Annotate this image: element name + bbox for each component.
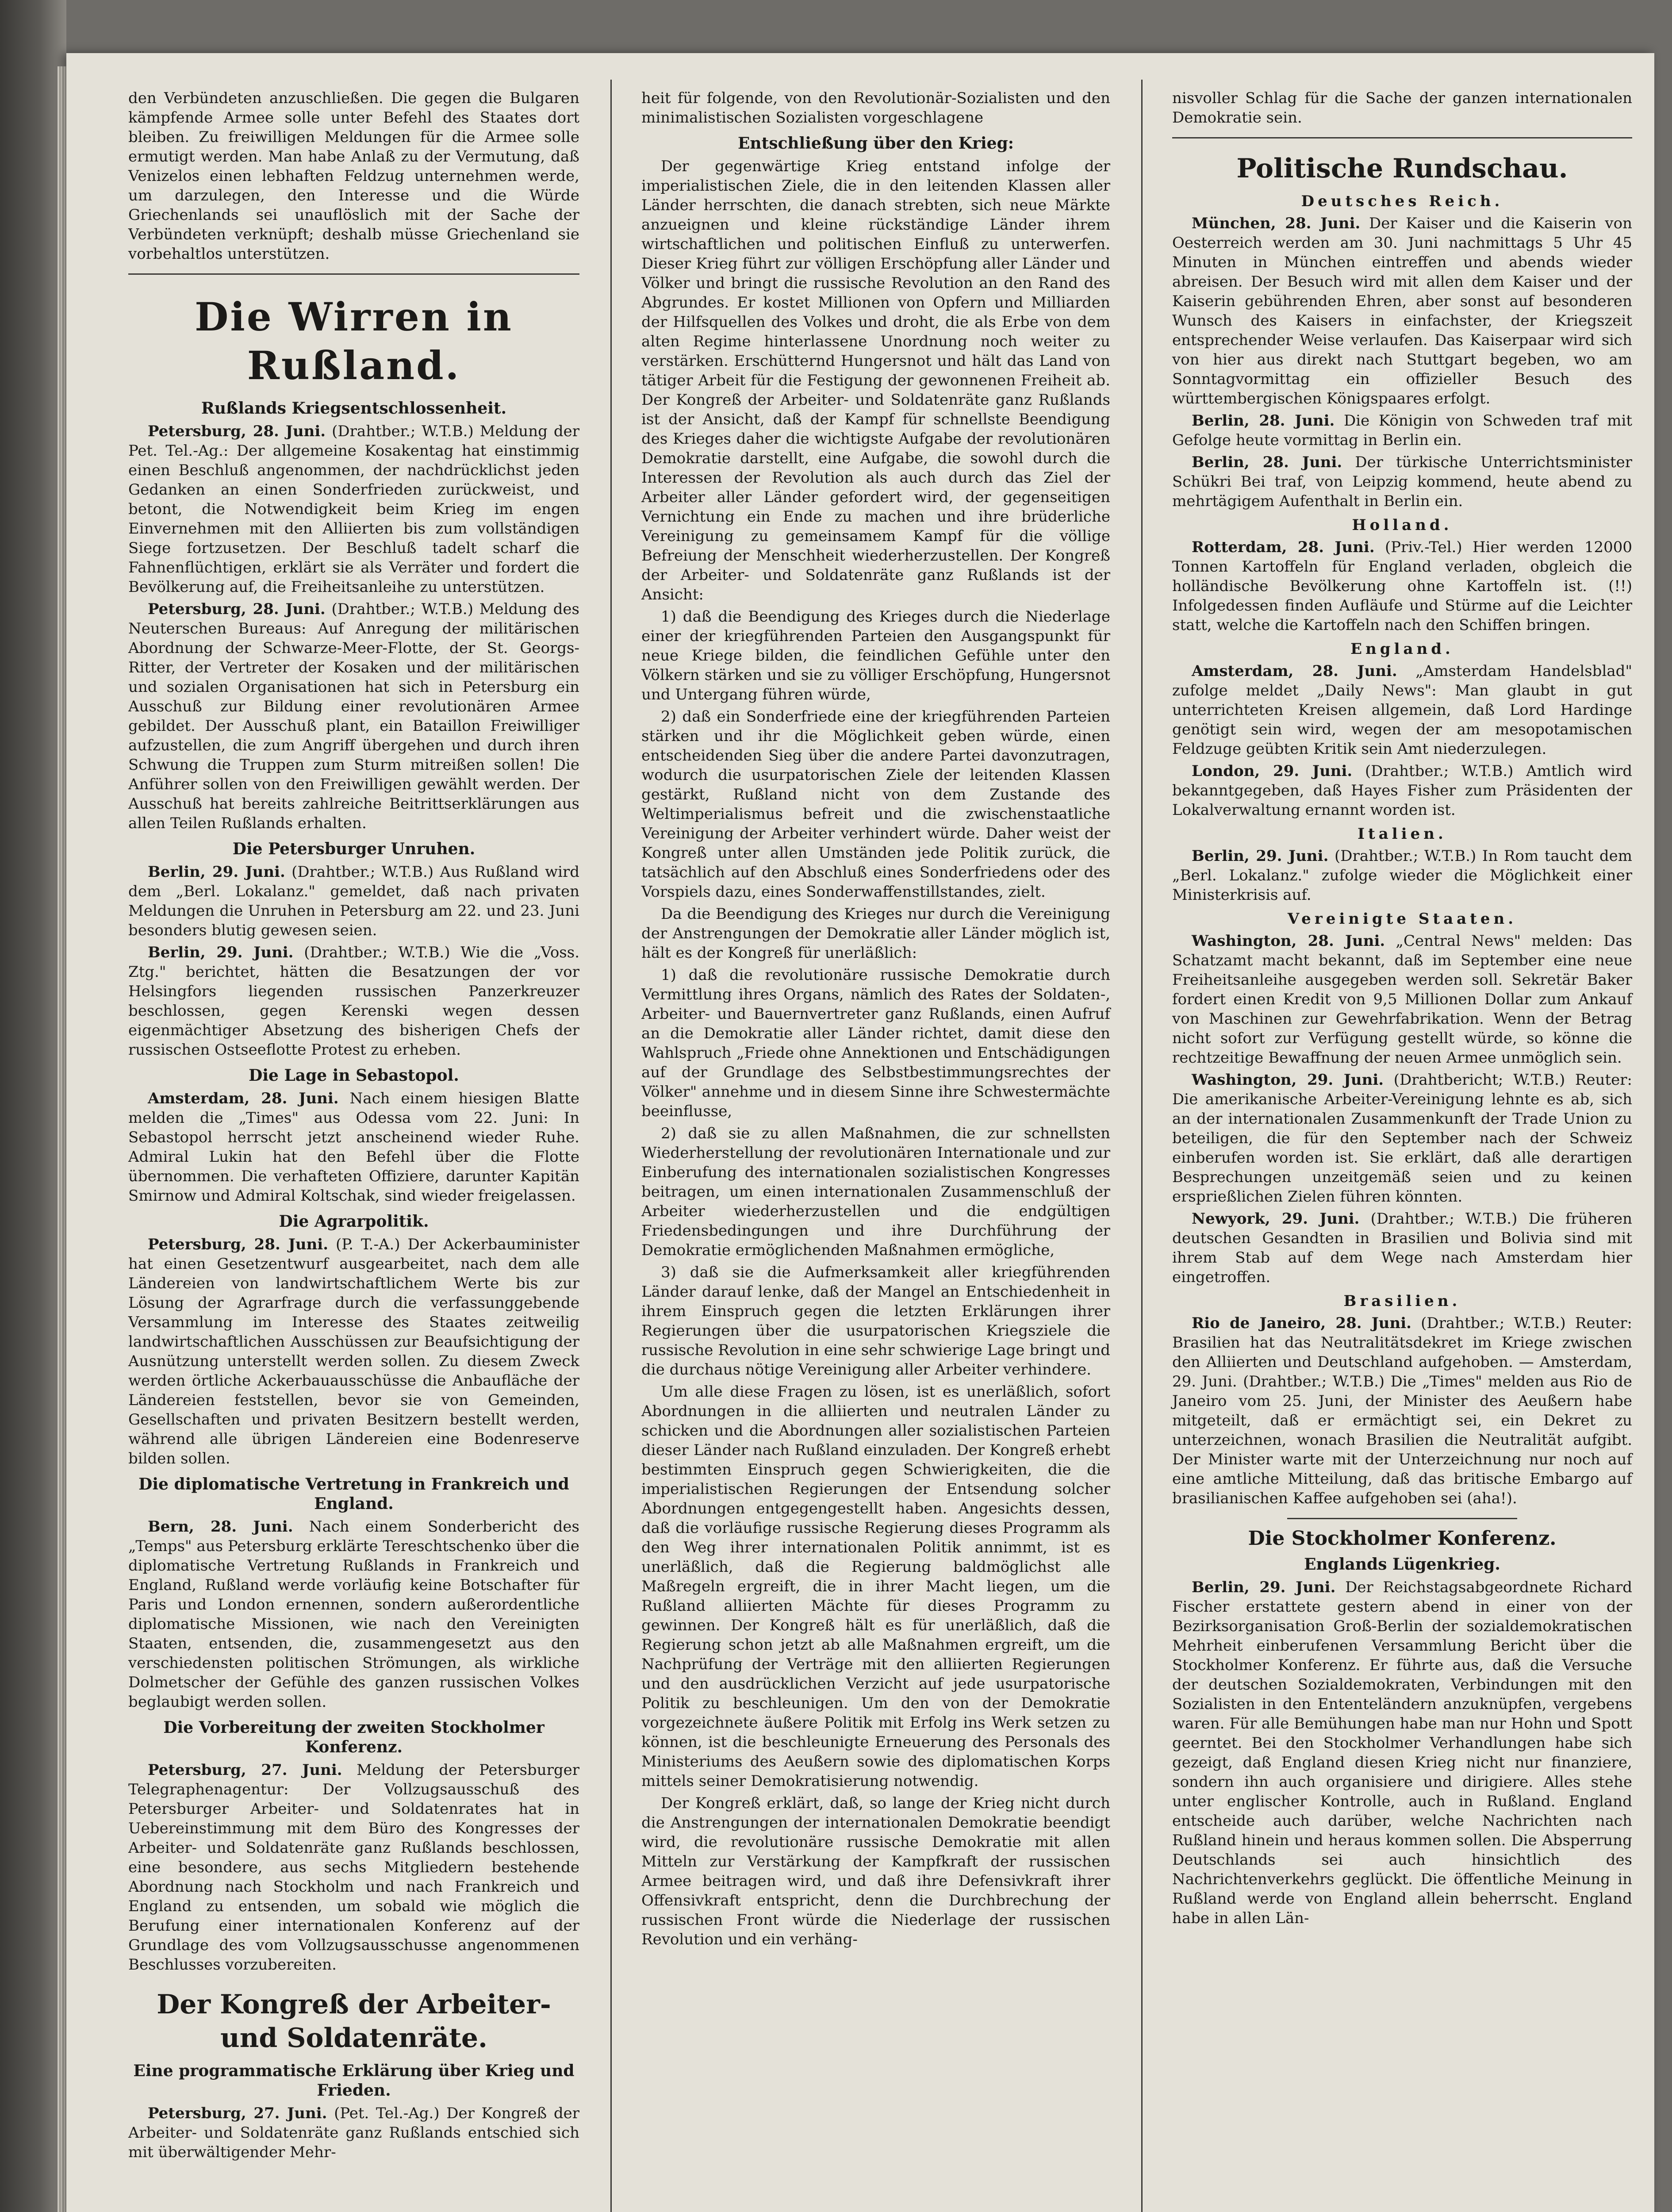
country-heading: England. [1350,640,1454,658]
news-text: (Drahtber.; W.T.B.) Die früheren deutschen Gesandten in Brasilien und Bolivia sind mit ihrem Stab auf dem Wege nach Amsterdam hier eingetroffen. [1172,1210,1632,1286]
dateline: Berlin, 29. Juni. [1192,847,1329,865]
article-text: nisvoller Schlag für die Sache der ganzen internationalen Demokratie sein. [1172,89,1632,127]
dateline: Berlin, 29. Juni. [148,944,294,961]
dateline: Petersburg, 28. Juni. [148,1236,329,1253]
column-1 [128,88,579,2165]
subheading: Die diplomatische Vertretung in Frankreich und England. [138,1475,569,1513]
newspaper-page [66,53,1654,2212]
news-item [1172,538,1632,635]
news-item [1172,761,1632,820]
news-text: (Drahtbericht; W.T.B.) Reuter: Die amerikanische Arbeiter-Vereinigung lehnte es ab, sich an der internationalen Zusammenkunft der Trade Union zu beteiligen, die für den September nach der Schweiz einberufen worden ist. Sie erklärt, daß alle derartigen Besprechungen unzeitgemäß seien und zu keinen ersprießlichen Zielen führen könnten. [1172,1071,1633,1206]
dateline: Berlin, 28. Juni. [1192,412,1335,430]
news-item [128,2104,579,2162]
news-item [1172,411,1632,450]
article-text: Der gegenwärtige Krieg entstand infolge der imperialistischen Ziele, die in den leitenden Klassen aller Länder herrschten, die danach strebten, sich neue Märkte anzueignen und kleine rückständige Länder ihrem wirtschaftlichen und politischen Einfluß zu unterwerfen. Dieser Krieg führt zur völligen Erschöpfung aller Länder und Völker und bringt die russische Revolution an den Rand des Abgrundes. Er kostet Millionen von Opfern und Milliarden der Hilfsquellen des Volkes und droht, die als Erbe von dem alten Regime hinterlassene Unordnung noch weiter zu verstärken. Erschütternd Hungersnot und hält das Land von tätiger Arbeit für die Festigung der gewonnenen Freiheit ab. Der Kongreß der Arbeiter- und Soldatenräte ganz Rußlands ist der Ansicht, daß der Kampf für schnellste Beendigung des Krieges daher die wichtigste Aufgabe der revolutionären Demokratie darstellt, eine Aufgabe, die sowohl durch die Interessen der Revolution als auch durch das Ziel der Arbeiter aller Länder gefordert wird, der gegenseitigen Vernichtung ein Ende zu machen und ihre brüderliche Vereinigung zu gemeinsamem Kampf für die völlige Befreiung der Menschheit wiederherzustellen. Der Kongreß der Arbeiter- und Soldatenräte ganz Rußlands ist der Ansicht: [641,157,1110,603]
country-heading: Vereinigte Staaten. [1287,910,1517,928]
news-item [128,1760,579,1974]
news-item [1172,661,1632,759]
subheading: Entschließung über den Krieg: [737,134,1014,153]
news-text: (Drahtber.; W.T.B.) Wie die „Voss. Ztg." berichtet, hätten die Besatzungen der vor Helsingfors liegenden russischen Panzerkreuzer beschlossen, gegen Kerenski wegen dessen eigenmächtiger Absetzung des bisherigen Chefs der russischen Ostseeflotte Protest zu erheben. [128,944,580,1059]
country-heading: Italien. [1358,825,1447,843]
country-heading: Deutsches Reich. [1301,192,1503,210]
section-heading: Der Kongreß der Arbeiter- und Soldatenräte. [157,1989,551,2054]
dateline: Berlin, 29. Juni. [1192,1578,1336,1596]
dateline: Amsterdam, 28. Juni. [148,1090,339,1107]
section-rule [1172,137,1632,138]
news-text: (Drahtber.; W.T.B.) Meldung des Neuterschen Bureaus: Auf Anregung der militärischen Abordnung der Schwarze-Meer-Flotte, der St. Georgs-Ritter, der Vertreter der Kosaken und der militärischen und sozialen Organisationen hat sich in Petersburg ein Ausschuß zur Bildung einer revolutionären Armee gebildet. Der Ausschuß plant, ein Bataillon Freiwilliger aufzustellen, die zum Angriff übergehen und durch ihren Schwung die Truppen zum Sturm mitreißen sollen! Die Anführer sollen von den Freiwilligen gewählt werden. Der Ausschuß hat bereits zahlreiche Beitrittserklärungen aus allen Teilen Rußlands erhalten. [128,600,579,832]
section-rule [1287,1518,1517,1519]
book-binding [0,0,66,2212]
column-2 [641,88,1110,1952]
news-text: Der Kaiser und die Kaiserin von Oesterreich werden am 30. Juni nachmittags 5 Uhr 45 Minuten in München eintreffen und abends wieder abreisen. Der Besuch wird mit allen dem Kaiser und der Kaiserin gebührenden Ehren, aber sonst auf besonderen Wunsch des Kaisers in einfachster, der Kriegszeit entsprechender Weise verlaufen. Das Kaiserpaar wird sich von hier aus direkt nach Stuttgart begeben, wo am Sonntagvormittag ein offizieller Besuch des württembergischen Königspaares erfolgt. [1172,215,1633,407]
section-rule [128,273,579,275]
news-text: Die Königin von Schweden traf mit Gefolge heute vormittag in Berlin ein. [1172,412,1633,449]
news-text: Der türkische Unterrichtsminister Schükri Bei traf, von Leipzig kommend, heute abend zu mehrtägigem Aufenthalt in Berlin ein. [1172,453,1633,510]
article-text: 1) daß die revolutionäre russische Demokratie durch Vermittlung ihres Organs, nämlich des Rates der Soldaten-, Arbeiter- und Bauernvertreter ganz Rußlands, einen Aufruf an die Demokratie aller Länder richtet, damit diese den Wahlspruch „Friede ohne Annektionen und Entschädigungen auf der Grundlage des Selbstbestimmungsrechtes der Völker" annehme und in diesem Sinne ihre Schwestermächte beeinflusse, [641,966,1110,1120]
article-text: heit für folgende, von den Revolutionär-Sozialisten und den minimalistischen Sozialisten vorgeschlagene [641,89,1110,127]
dateline: Berlin, 28. Juni. [1192,453,1342,471]
news-text: „Central News" melden: Das Schatzamt macht bekannt, daß im September eine neue Freiheitsanleihe ausgegeben werden soll. Sekretär Baker fordert einen Kredit von 9,5 Millionen Dollar zum Ankauf von Maschinen zur Gewehrfabrikation. Wenn der Betrag nicht sofort zur Verfügung gestellt würde, so könne die rechtzeitige Bewaffnung der neuen Armee unmöglich sein. [1172,932,1632,1067]
news-item [1172,1209,1632,1287]
news-item [128,943,579,1060]
news-text: Meldung der Petersburger Telegraphenagentur: Der Vollzugsausschuß des Petersburger Arbeiter- und Soldatenrates hat in Uebereinstimmung mit dem Büro des Kongresses der Arbeiter- und Soldatenräte ganz Rußlands beschlossen, eine besondere, aus sechs Mitgliedern bestehende Abordnung nach Stockholm und nach Frankreich und England zu entsenden, um sobald wie möglich die Berufung einer internationalen Konferenz auf der Grundlage des vom Vollzugsausschusse angenommenen Beschlusses vorzubereiten. [128,1761,579,1974]
dateline: Bern, 28. Juni. [148,1518,293,1536]
news-item [1172,453,1632,511]
section-heading: Politische Rundschau. [1236,153,1568,184]
article-text: Um alle diese Fragen zu lösen, ist es unerläßlich, sofort Abordnungen in die alliierten und neutralen Länder zu schicken und die Abordnungen aller sozialistischen Parteien dieser Länder nach Rußland einzuladen. Der Kongreß erhebt bestimmten Einspruch gegen Schwierigkeiten, die die imperialistischen Regierungen der Entsendung solcher Abordnungen entgegengestellt haben. Angesichts dessen, daß die vorläufige russische Regierung dieses Programm als den Weg ihrer internationalen Politik annimmt, ist es unerläßlich, daß die Regierung baldmöglichst alle Maßregeln ergreift, die in ihrer Macht liegen, um die Rußland alliierten Mächte für dieses Programm zu gewinnen. Der Kongreß hält es für unerläßlich, daß die Regierung schon jetzt ab alle Maßnahmen ergreift, um die Nachprüfung der Verträge mit den alliierten Regierungen und den ausdrücklichen Verzicht auf jede usurpatorische Politik zu beschleunigen. Um den von der Demokratie vorgezeichnete äußere Politik mit Erfolg ins Werk setzen zu können, ist die beschleunigte Erneuerung des Personals des Ministeriums des Aeußern sowie des diplomatischen Korps mittels seiner Demokratisierung notwendig. [641,1383,1110,1790]
article-text: 3) daß sie die Aufmerksamkeit aller kriegführenden Länder darauf lenke, daß der Mangel an Entschiedenheit in ihrem Einspruch gegen die letzten Erklärungen ihrer Regierungen über die usurpatorischen Kriegsziele die russische Revolution in eine sehr schwierige Lage bringt und die durchaus nötige Vereinigung aller Arbeiter verhindere. [641,1263,1110,1379]
dateline: Petersburg, 27. Juni. [148,2104,327,2122]
news-item [128,1089,579,1206]
dateline: Washington, 29. Juni. [1192,1071,1384,1089]
news-item [1172,214,1632,408]
dateline: Rotterdam, 28. Juni. [1192,538,1375,556]
news-item [1172,846,1632,905]
news-item [1172,1313,1632,1508]
news-item [1172,931,1632,1068]
news-text: Nach einem Sonderbericht des „Temps" aus Petersburg erklärte Tereschtschenko über die diplomatische Vertretung Rußlands in Frankreich und England, Rußland werde vorläufig keine Botschafter für Paris und London ernennen, sondern außerordentliche diplomatische Missionen, wie nach den Vereinigten Staaten, entsenden, die, zusammengesetzt aus den verschiedensten politischen Strömungen, als wirkliche Dolmetscher der Gefühle des ganzen russischen Volkes beglaubigt werden sollen. [128,1518,579,1711]
dateline: Washington, 28. Juni. [1192,932,1385,950]
news-text: (Drahtber.; W.T.B.) Aus Rußland wird dem „Berl. Lokalanz." gemeldet, daß nach privaten Meldungen die Unruhen in Petersburg am 22. und 23. Juni besonders blutig gewesen seien. [128,863,579,939]
subheading: Englands Lügenkrieg. [1304,1555,1500,1574]
news-item [128,599,579,833]
news-item [1172,1070,1632,1206]
subheading: Die Petersburger Unruhen. [232,840,476,858]
news-item [128,862,579,940]
column-rule [1141,80,1143,2212]
subheading: Die Agrarpolitik. [279,1212,429,1231]
column-3 [1172,88,1632,1931]
dateline: Rio de Janeiro, 28. Juni. [1192,1314,1411,1332]
news-text: (Priv.-Tel.) Hier werden 12000 Tonnen Kartoffeln für England verladen, obgleich die holländische Bevölkerung ohne Kartoffeln ist. (!!) Infolgedessen finden Aufläufe und Stürme auf die Leichter statt, welche die Kartoffeln nach den Schiffen bringen. [1172,538,1633,634]
dateline: London, 29. Juni. [1192,762,1353,780]
subheading: Die Vorbereitung der zweiten Stockholmer Konferenz. [163,1718,545,1756]
subheading: Rußlands Kriegsentschlossenheit. [201,399,507,418]
news-text: (Drahtber.; W.T.B.) Amtlich wird bekanntgegeben, daß Hayes Fisher zum Präsidenten der Lokalverwaltung ernannt worden ist. [1172,762,1633,819]
news-text: (Drahtber.; W.T.B.) Meldung der Pet. Tel.-Ag.: Der allgemeine Kosakentag hat einstimmig einen Beschluß angenommen, der nachdrücklichst jeden Gedanken an einen Sonderfrieden zurückweist, und betont, die Notwendigkeit beim Krieg im engen Einvernehmen mit den Alliierten bis zum vollständigen Siege fortzusetzen. Der Beschluß tadelt scharf die Fahnenflüchtigen, erklärt sie als Verräter und fordert die Bevölkerung auf, die Freiheitsanleihe zu unterstützen. [128,422,579,596]
dateline: München, 28. Juni. [1192,215,1361,232]
news-item [128,422,579,597]
section-heading: Die Stockholmer Konferenz. [1248,1527,1557,1550]
news-text: Der Reichstagsabgeordnete Richard Fischer erstattete gestern abend in einer von der Bezirksorganisation Groß-Berlin der sozialdemokratischen Mehrheit einberufenen Versammlung Bericht über die Stockholmer Konferenz. Er führte aus, daß die Versuche der deutschen Sozialdemokraten, Verbindungen mit den Sozialisten in den Ententeländern anzuknüpfen, vergebens waren. Für alle Bemühungen habe man nur Hohn und Spott geerntet. Bei den Stockholmer Verhandlungen habe sich gezeigt, daß England diesen Krieg nicht nur finanziere, sondern ihn auch organisiere und dirigiere. Alles stehe unter englischer Kontrolle, auch in Rußland. England entscheide auch darüber, welche Nachrichten nach Rußland hinein und heraus kommen sollen. Die Absperrung Deutschlands sei auch hinsichtlich des Nachrichtenverkehrs geglückt. Die öffentliche Meinung in Rußland werde von England allein beherrscht. England habe in allen Län- [1172,1578,1632,1927]
dateline: Petersburg, 27. Juni. [148,1761,342,1779]
column-rule [610,80,612,2212]
dateline: Amsterdam, 28. Juni. [1192,662,1397,680]
news-item [1172,1578,1632,1928]
article-text: 2) daß ein Sonderfriede eine der kriegführenden Parteien stärken und ihr die Möglichkeit geben würde, einen entscheidenden Sieg über die andere Partei davonzutragen, wodurch die usurpatorischen Ziele der leitenden Klassen gestärkt, Rußland nicht von dem Zustande des Weltimperialismus befreit und die zwischenstaatliche Vereinigung der Arbeiter verhindert würde. Daher weist der Kongreß unter allen Umständen jede Politik zurück, die tatsächlich auf den Abschluß eines Sonderfriedens oder des Vorspiels dazu, eines Sonderwaffenstillstandes, zielt. [641,708,1110,901]
news-item [128,1517,579,1712]
news-text: (P. T.-A.) Der Ackerbauminister hat einen Gesetzentwurf ausgearbeitet, nach dem alle Ländereien von landwirtschaftlichem Werte bis zur Lösung der Agrarfrage durch die verfassunggebende Versammlung im Interesse des Staates zeitweilig landwirtschaftlichen Ausschüssen zur Beaufsichtigung der Ausnützung unterstellt werden sollen. Zu diesem Zweck werden örtliche Ackerbauausschüsse die Anbaufläche der Ländereien feststellen, bevor sie von Gemeinden, Gesellschaften und privaten Besitzern bestellt werden, während alle übrigen Ländereien eine Bodenreserve bilden sollen. [128,1236,579,1467]
news-item [128,1235,579,1468]
dateline: Petersburg, 28. Juni. [148,422,326,440]
news-text: (Pet. Tel.-Ag.) Der Kongreß der Arbeiter- und Soldatenräte ganz Rußlands entschied sich mit überwältigender Mehr- [128,2104,579,2161]
article-text: Der Kongreß erklärt, daß, so lange der Krieg nicht durch die Anstrengungen der internationalen Demokratie beendigt wird, die revolutionäre russische Demokratie mit allen Mitteln zur Verstärkung der Kampfkraft der russischen Armee beitragen wird, und daß ihre Defensivkraft ihrer Offensivkraft entspricht, denn die Durchbrechung der russischen Front würde die Niederlage der russischen Revolution und ein verhäng- [641,1794,1110,1948]
article-text: den Verbündeten anzuschließen. Die gegen die Bulgaren kämpfende Armee solle unter Befehl des Staates dort bleiben. Zu freiwilligen Meldungen für die Armee solle ermutigt werden. Man habe Anlaß zu der Vermutung, daß Venizelos einen lebhaften Feldzug unternehmen werde, um darzulegen, den Interesse und die Würde Griechenlands sei unauflöslich mit der Sache der Verbündeten verknüpft; deshalb müsse Griechenland sie vorbehaltlos unterstützen. [128,89,579,263]
news-text: (Drahtber.; W.T.B.) Reuter: Brasilien hat das Neutralitätsdekret im Kriege zwischen den Alliierten und Deutschland aufgehoben. — Amsterdam, 29. Juni. (Drahtber.; W.T.B.) Die „Times" melden aus Rio de Janeiro vom 25. Juni, der Minister des Aeußern habe mitgeteilt, daß er ermächtigt sei, ein Dekret zu unterzeichnen, wonach Brasilien die Neutralität aufgibt. Der Minister warte mit der Unterzeichnung nur noch auf eine amtliche Mitteilung, daß das britische Embargo auf brasilianischen Kaffee aufgehoben sei (aha!). [1172,1314,1632,1507]
article-text: 2) daß sie zu allen Maßnahmen, die zur schnellsten Wiederherstellung der revolutionären Internationale und zur Einberufung des internationalen sozialistischen Kongresses beitragen, um einen internationalen Zusammenschluß der Arbeiter wiederherzustellen und die endgültigen Friedensbedingungen und ihre Durchführung der Demokratie ermöglichenden Maßnahmen ermögliche, [641,1125,1110,1259]
article-text: 1) daß die Beendigung des Krieges durch die Niederlage einer der kriegführenden Parteien den Ausgangspunkt für neue Kriege bilden, die feindlichen Gefühle unter den Völkern stärken und sie zu völliger Erschöpfung, Hungersnot und Untergang führen würde, [641,608,1110,703]
subheading: Eine programmatische Erklärung über Krieg und Frieden. [133,2062,575,2100]
news-text: „Amsterdam Handelsblad" zufolge meldet „Daily News": Man glaubt in gut unterrichteten Kreisen allgemein, daß Lord Hardinge genötigt sein wird, wegen der am mesopotamischen Feldzuge geübten Kritik sein Amt niederzulegen. [1172,662,1632,758]
subheading: Die Lage in Sebastopol. [249,1066,459,1085]
country-heading: Holland. [1352,516,1453,534]
dateline: Newyork, 29. Juni. [1192,1210,1360,1228]
article-text: Da die Beendigung des Krieges nur durch die Vereinigung der Anstrengungen der Demokratie aller Länder möglich ist, hält es der Kongreß für unerläßlich: [641,905,1110,962]
dateline: Petersburg, 28. Juni. [148,600,326,618]
country-heading: Brasilien. [1343,1292,1461,1310]
dateline: Berlin, 29. Juni. [148,863,285,881]
section-heading: Die Wirren in Rußland. [195,294,513,388]
news-text: Nach einem hiesigen Blatte melden die „Times" aus Odessa vom 22. Juni: In Sebastopol herrscht jetzt anscheinend wieder Ruhe. Admiral Lukin hat den Befehl über die Flotte übernommen. Die verhafteten Offiziere, darunter Kapitän Smirnow und Admiral Koltschak, sind wieder freigelassen. [128,1090,580,1205]
news-text: (Drahtber.; W.T.B.) In Rom taucht dem „Berl. Lokalanz." zufolge wieder die Möglichkeit einer Ministerkrisis auf. [1172,847,1632,904]
